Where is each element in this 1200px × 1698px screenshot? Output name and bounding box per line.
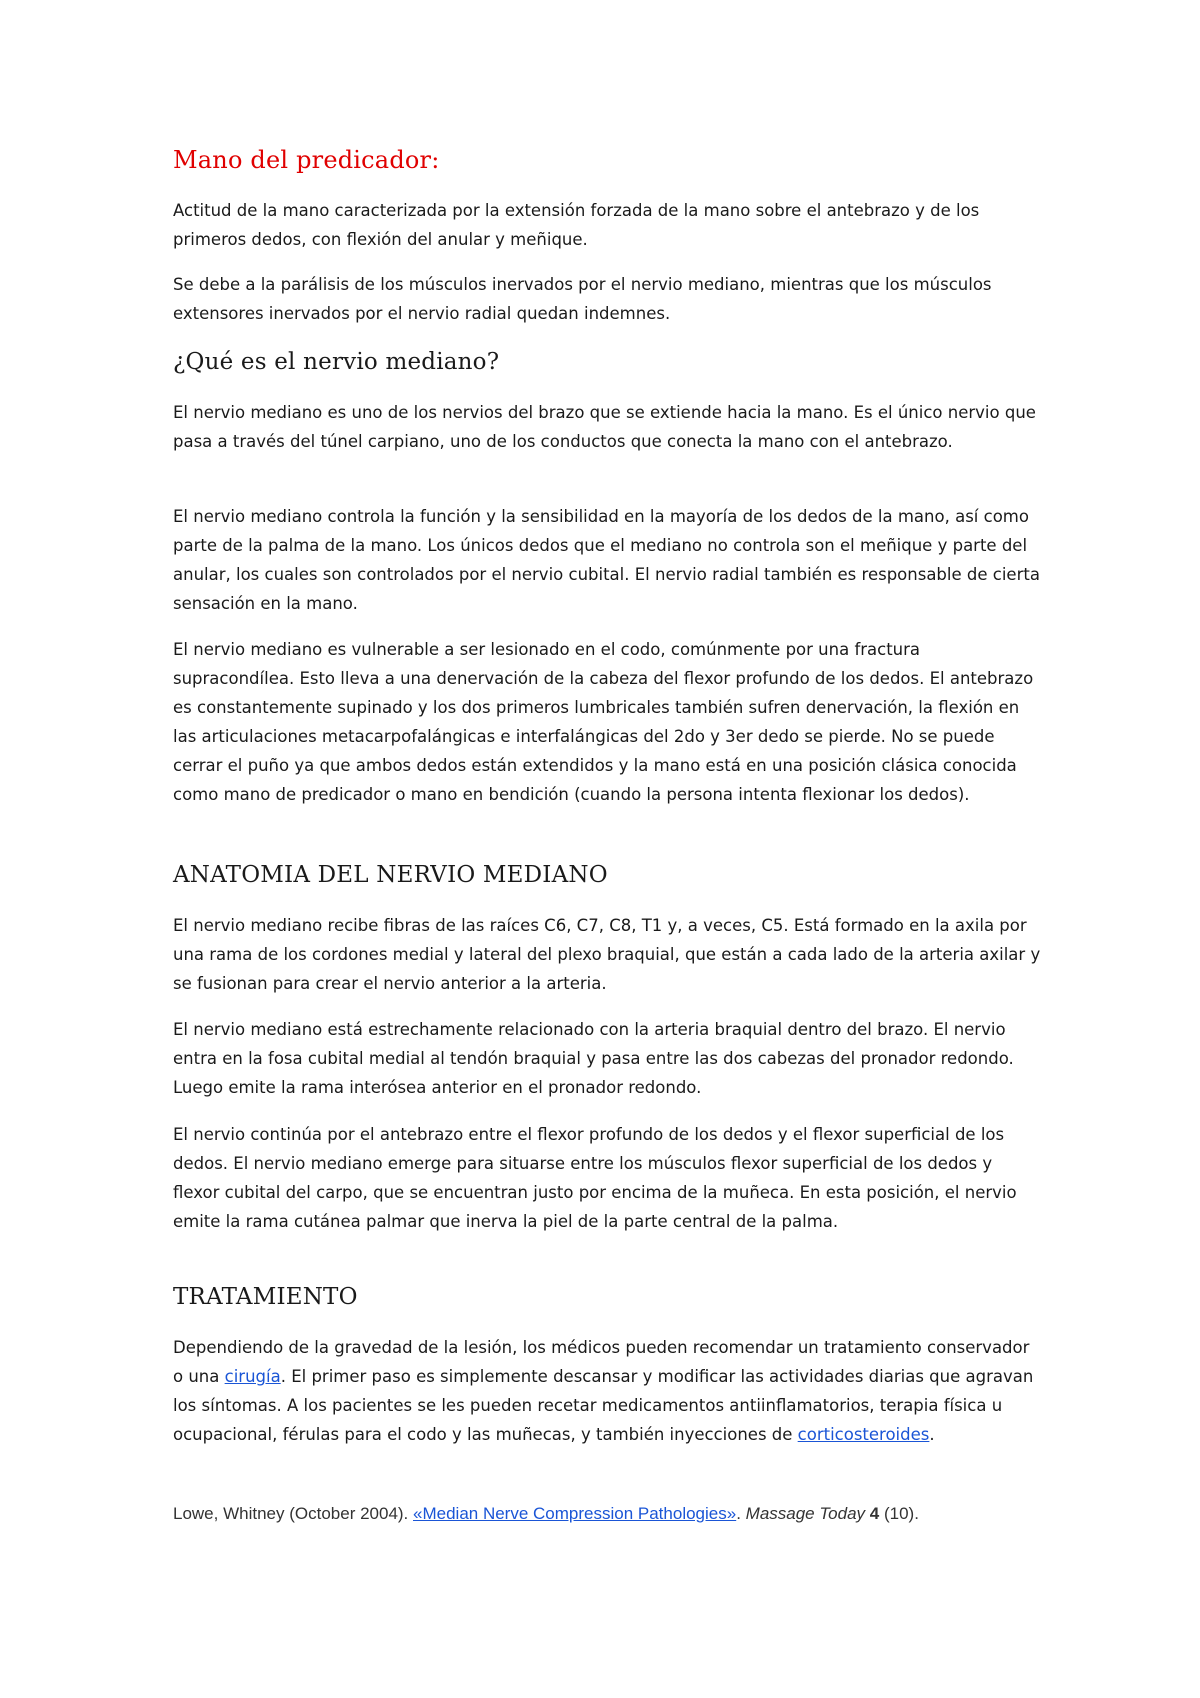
reference-citation — [173, 1504, 919, 1524]
paragraph: El nervio mediano controla la función y la sensibilidad en la mayoría de los dedos de la mano, así como parte de la palma de la mano. Los únicos dedos que el mediano no controla son el meñique y parte del anular, los cuales son controlados por el nervio cubital. El nervio radial también es responsable de cierta sensación en la mano. — [173, 507, 1040, 613]
paragraph: Se debe a la parálisis de los músculos inervados por el nervio mediano, mientras que los músculos extensores inervados por el nervio radial quedan indemnes. — [173, 275, 992, 323]
reference-separator: . — [736, 1504, 746, 1523]
paragraph: Actitud de la mano caracterizada por la extensión forzada de la mano sobre el antebrazo y de los primeros dedos, con flexión del anular y meñique. — [173, 201, 980, 249]
reference-volume: 4 — [865, 1504, 880, 1523]
link-corticosteroides[interactable]: corticosteroides — [797, 1425, 930, 1444]
section-title-anatomia: ANATOMIA DEL NERVIO MEDIANO — [173, 862, 608, 888]
reference-link[interactable]: «Median Nerve Compression Pathologies» — [413, 1504, 737, 1523]
text-run: . — [929, 1425, 935, 1444]
paragraph: El nervio mediano recibe fibras de las raíces C6, C7, C8, T1 y, a veces, C5. Está formado en la axila por una rama de los cordones medial y lateral del plexo braquial, que están a cada lado de la arteria axilar y se fusionan para crear el nervio anterior a la arteria. — [173, 916, 1041, 993]
paragraph: El nervio mediano es vulnerable a ser lesionado en el codo, comúnmente por una fractura supracondílea. Esto lleva a una denervación de la cabeza del flexor profundo de los dedos. El antebrazo es constantemente supinado y los dos primeros lumbricales también sufren denervación, la flexión en las articulaciones metacarpofalángicas e interfalángicas del 2do y 3er dedo se pierde. No se puede cerrar el puño ya que ambos dedos están extendidos y la mano está en una posición clásica conocida como mano de predicador o mano en bendición (cuando la persona intenta flexionar los dedos). — [173, 640, 1034, 804]
reference-author: Lowe, Whitney (October 2004). — [173, 1504, 414, 1523]
reference-journal: Massage Today — [745, 1504, 866, 1523]
paragraph: El nervio continúa por el antebrazo entre el flexor profundo de los dedos y el flexor superficial de los dedos. El nervio mediano emerge para situarse entre los músculos flexor superficial de los dedos y flexor cubital del carpo, que se encuentran justo por encima de la muñeca. En esta posición, el nervio emite la rama cutánea palmar que inerva la piel de la parte central de la palma. — [173, 1125, 1017, 1231]
text-run: Dependiendo de la gravedad de la lesión, los médicos pueden recomendar un tratamiento conservador o una — [173, 1338, 1030, 1386]
link-cirugia[interactable]: cirugía — [224, 1367, 281, 1386]
section-title-nervio-mediano: ¿Qué es el nervio mediano? — [173, 349, 500, 375]
paragraph: El nervio mediano está estrechamente relacionado con la arteria braquial dentro del brazo. El nervio entra en la fosa cubital medial al tendón braquial y pasa entre las dos cabezas del pronador redondo. Luego emite la rama interósea anterior en el pronador redondo. — [173, 1020, 1014, 1097]
section-title-tratamiento: TRATAMIENTO — [173, 1284, 358, 1310]
paragraph-tratamiento — [173, 1333, 1043, 1449]
text-run: . El primer paso es simplemente descansar y modificar las actividades diarias que agravan los síntomas. A los pacientes se les pueden recetar medicamentos antiinflamatorios, terapia física u ocupacional, férulas para el codo y las muñecas, y también inyecciones de — [173, 1367, 1034, 1444]
paragraph: El nervio mediano es uno de los nervios del brazo que se extiende hacia la mano. Es el único nervio que pasa a través del túnel carpiano, uno de los conductos que conecta la mano con el antebrazo. — [173, 403, 1036, 451]
section-title-mano-predicador: Mano del predicador: — [173, 146, 440, 174]
reference-issue: (10). — [879, 1504, 919, 1523]
